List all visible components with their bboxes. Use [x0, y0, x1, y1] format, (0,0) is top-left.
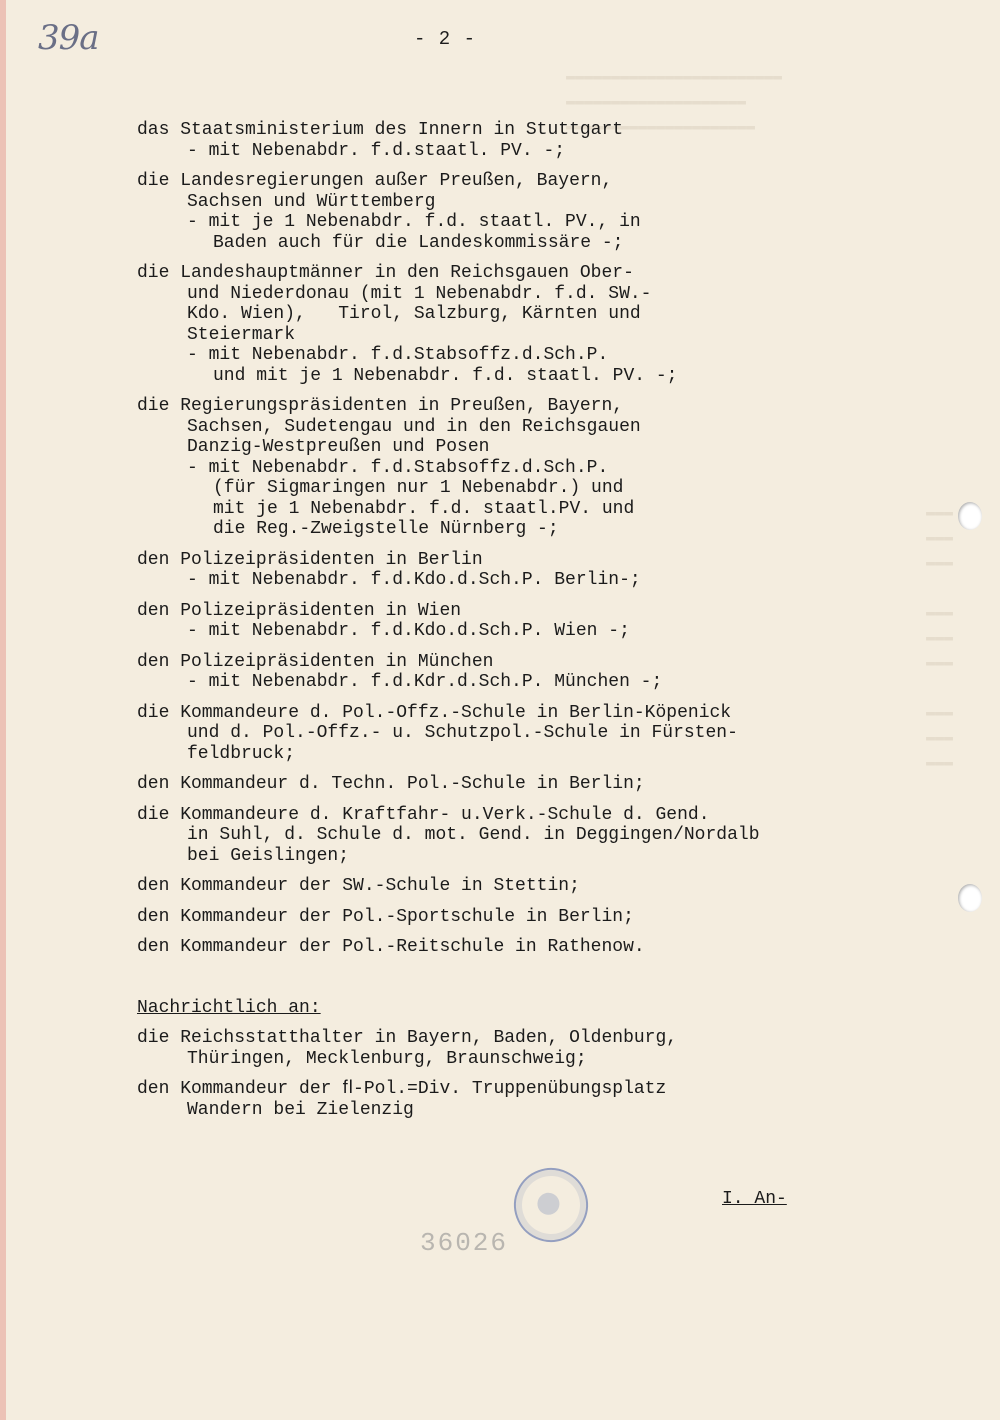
archive-stamp: [504, 1158, 599, 1253]
text-line: und Niederdonau (mit 1 Nebenabdr. f.d. SW.-: [187, 283, 652, 304]
stamp-number: 36026: [420, 1228, 509, 1258]
text-line: und d. Pol.-Offz.- u. Schutzpol.-Schule in Fürsten-: [187, 723, 738, 743]
punch-hole-icon: [958, 884, 982, 912]
text-line: den Kommandeur der ﬂ-Pol.=Div. Truppenübungsplatz: [137, 1079, 667, 1099]
punch-hole-icon: [958, 502, 982, 530]
text-line: den Kommandeur der SW.-Schule in Stettin;: [137, 876, 580, 896]
text-line: die Reichsstatthalter in Bayern, Baden, Oldenburg,: [137, 1028, 678, 1048]
text-line: Steiermark: [187, 324, 296, 345]
text-line: Baden auch für die Landeskommissäre -;: [213, 232, 624, 253]
text-line: - mit Nebenabdr. f.d.Kdo.d.Sch.P. Wien -;: [187, 621, 630, 641]
text-line: die Kommandeure d. Kraftfahr- u.Verk.-Schule d. Gend.: [137, 804, 710, 825]
notice-entry: [137, 1028, 857, 1069]
recipient-entry: [137, 601, 857, 642]
recipient-entry: [137, 774, 857, 795]
recipient-entry: [137, 805, 857, 867]
notice-list: [137, 1028, 857, 1120]
continuation-marker: I. An-: [722, 1189, 787, 1209]
text-line: - mit Nebenabdr. f.d.staatl. PV. -;: [187, 140, 566, 161]
show-through-lines: ▬▬▬▬▬▬▬▬▬▬▬▬▬▬▬▬▬▬▬▬▬▬▬▬ ▬▬▬▬▬▬▬▬▬▬▬▬▬▬▬▬▬▬▬▬ ▬▬▬▬▬▬▬▬▬▬▬▬▬▬▬▬▬▬▬▬▬: [566, 68, 783, 135]
text-line: die Landeshauptmänner in den Reichsgauen Ober-: [137, 263, 634, 283]
recipient-entry: [137, 550, 857, 591]
text-line: die Kommandeure d. Pol.-Offz.-Schule in Berlin-Köpenick: [137, 702, 732, 723]
margin-note: 39a: [38, 18, 99, 58]
recipient-entry: [137, 652, 857, 693]
text-line: Wandern bei Zielenzig: [187, 1099, 414, 1120]
text-line: den Kommandeur d. Techn. Pol.-Schule in Berlin;: [137, 774, 645, 794]
recipient-entry: [137, 937, 857, 958]
recipient-entry: [137, 263, 857, 386]
recipient-entry: [137, 907, 857, 928]
text-line: den Polizeipräsidenten in Wien: [137, 600, 462, 621]
text-line: Sachsen und Württemberg: [187, 191, 436, 212]
recipient-entry: [137, 171, 857, 253]
text-line: in Suhl, d. Schule d. mot. Gend. in Deggingen/Nordalb: [187, 825, 760, 845]
recipient-entry: [137, 876, 857, 897]
recipient-entry: [137, 703, 857, 765]
document-body: [137, 120, 857, 1130]
text-line: die Regierungspräsidenten in Preußen, Bayern,: [137, 396, 624, 416]
notice-entry: [137, 1079, 857, 1120]
recipient-list: [137, 120, 857, 958]
text-line: mit je 1 Nebenabdr. f.d. staatl.PV. und: [213, 498, 635, 519]
text-line: Kdo. Wien), Tirol, Salzburg, Kärnten und: [187, 304, 641, 324]
text-line: das Staatsministerium des Innern in Stuttgart: [137, 120, 624, 140]
text-line: - mit Nebenabdr. f.d.Stabsoffz.d.Sch.P.: [187, 345, 609, 365]
text-line: den Kommandeur der Pol.-Reitschule in Rathenow.: [137, 937, 645, 957]
text-line: die Landesregierungen außer Preußen, Bayern,: [137, 171, 613, 191]
text-line: den Polizeipräsidenten in München: [137, 651, 494, 672]
text-line: den Kommandeur der Pol.-Sportschule in Berlin;: [137, 906, 634, 927]
text-line: - mit Nebenabdr. f.d.Kdr.d.Sch.P. München -;: [187, 672, 663, 692]
notice-heading: Nachrichtlich an:: [137, 997, 321, 1018]
text-line: die Reg.-Zweigstelle Nürnberg -;: [213, 519, 559, 539]
text-line: Danzig-Westpreußen und Posen: [187, 437, 490, 457]
text-line: Sachsen, Sudetengau und in den Reichsgauen: [187, 416, 641, 437]
text-line: bei Geislingen;: [187, 845, 350, 866]
text-line: - mit je 1 Nebenabdr. f.d. staatl. PV., in: [187, 212, 641, 232]
show-through-lines: ▬▬▬ ▬▬▬ ▬▬▬ ▬▬▬ ▬▬▬ ▬▬▬ ▬▬▬ ▬▬▬ ▬▬▬: [926, 504, 954, 771]
text-line: und mit je 1 Nebenabdr. f.d. staatl. PV. -;: [213, 365, 678, 386]
page-number: - 2 -: [414, 28, 477, 50]
notice-section: [137, 968, 857, 1121]
text-line: - mit Nebenabdr. f.d.Stabsoffz.d.Sch.P.: [187, 457, 609, 478]
text-line: (für Sigmaringen nur 1 Nebenabdr.) und: [213, 478, 624, 498]
recipient-entry: [137, 120, 857, 161]
text-line: den Polizeipräsidenten in Berlin: [137, 549, 483, 570]
recipient-entry: [137, 396, 857, 540]
text-line: Thüringen, Mecklenburg, Braunschweig;: [187, 1048, 587, 1069]
text-line: - mit Nebenabdr. f.d.Kdo.d.Sch.P. Berlin-;: [187, 570, 641, 590]
text-line: feldbruck;: [187, 743, 296, 764]
